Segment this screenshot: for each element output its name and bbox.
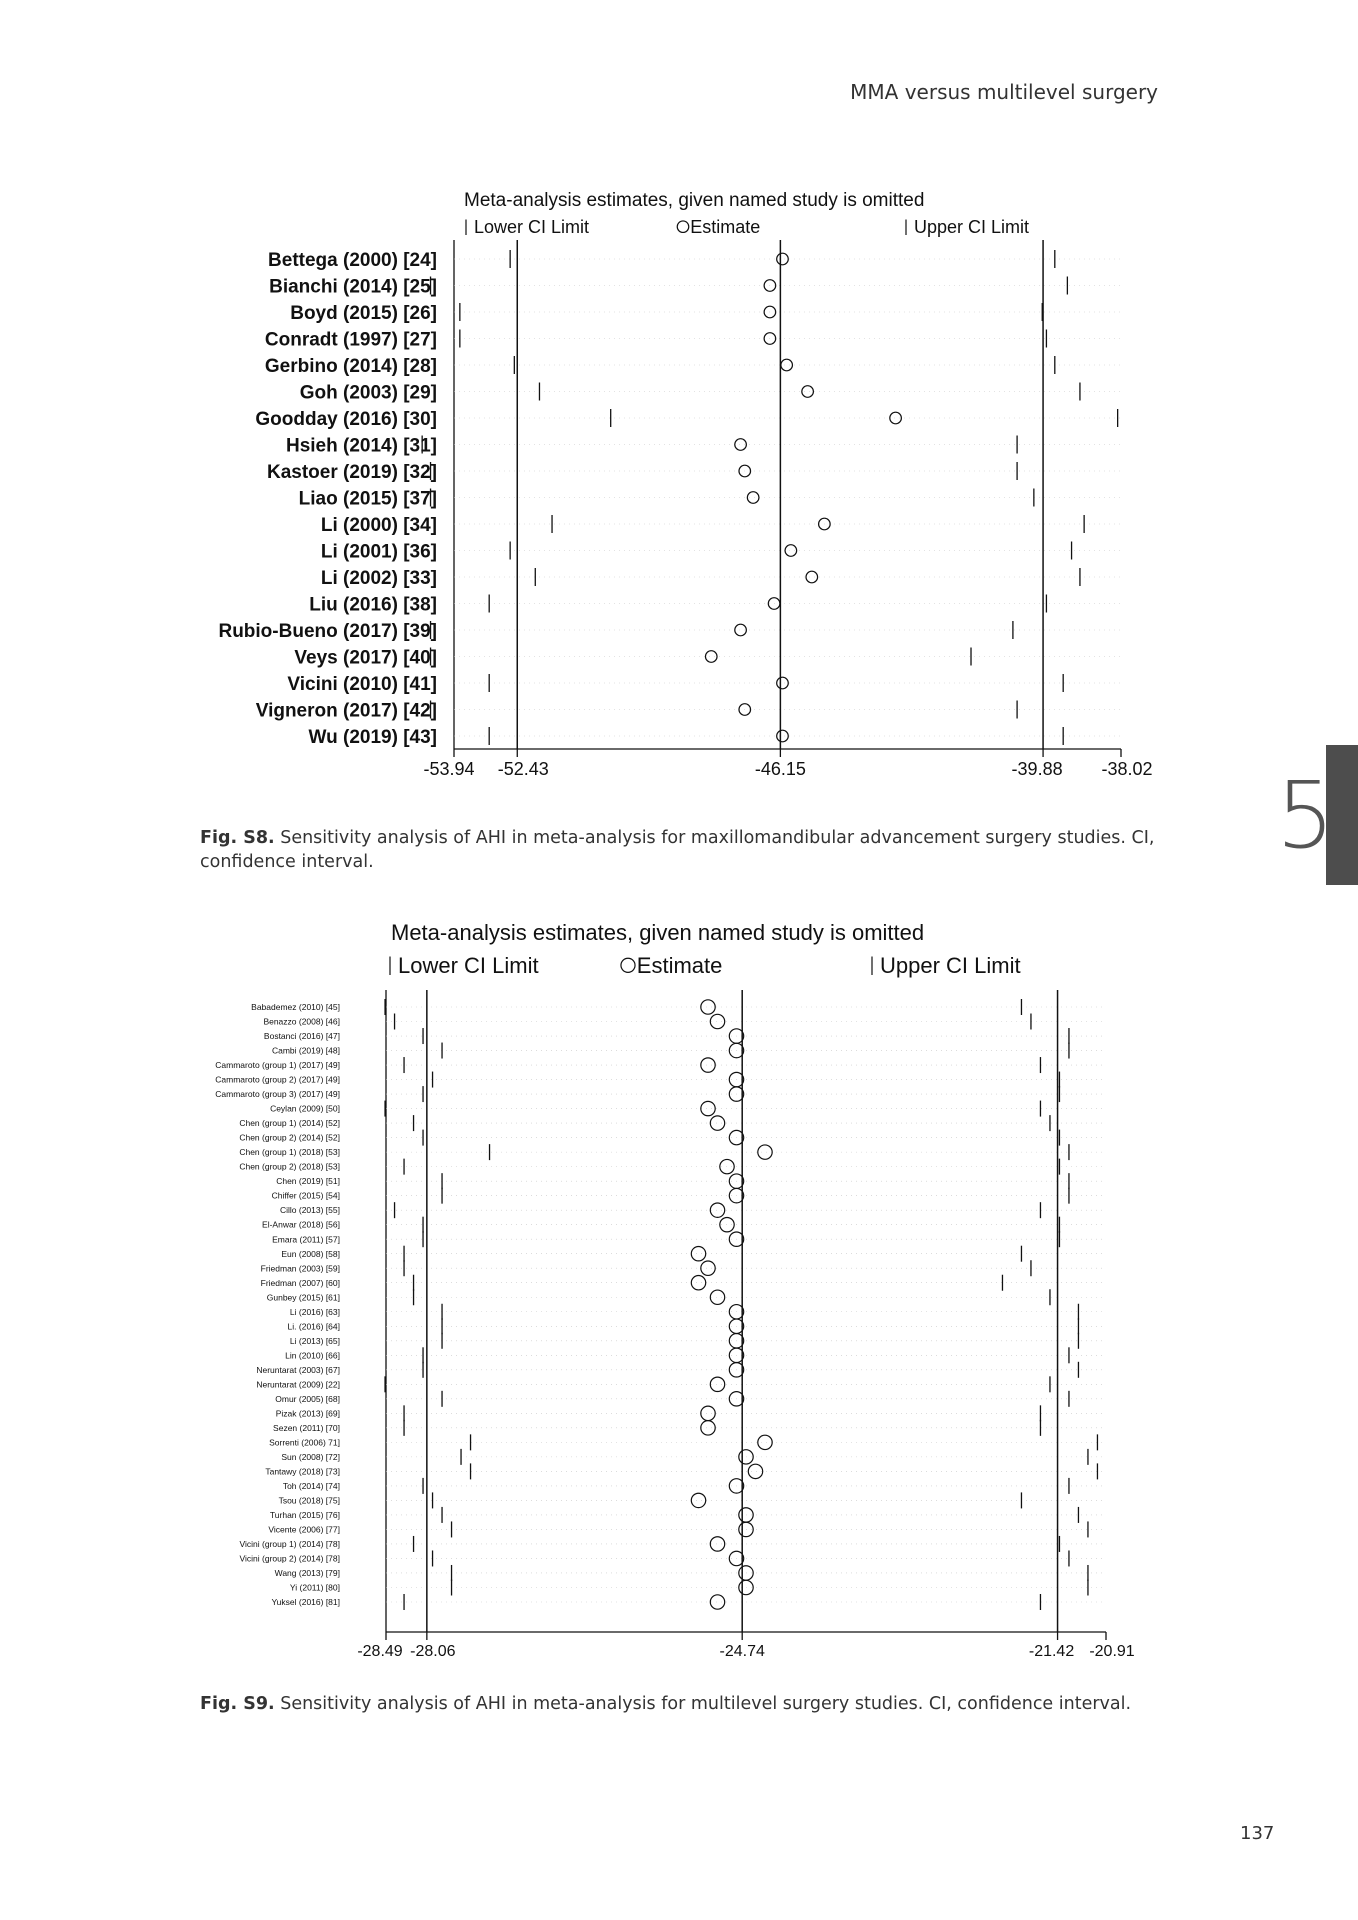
figure-label: Fig. S9. [200, 1694, 275, 1714]
study-label: Neruntarat (2003) [67] [256, 1364, 340, 1375]
estimate-point [710, 1203, 724, 1217]
x-tick-label: -53.94 [423, 759, 475, 779]
study-label: El-Anwar (2018) [56] [262, 1219, 340, 1230]
study-label: Ceylan (2009) [50] [270, 1103, 340, 1114]
study-label: Liao (2015) [37] [298, 488, 437, 510]
study-label: Cammaroto (group 3) (2017) [49] [215, 1089, 340, 1100]
study-label: Chen (group 1) (2014) [52] [239, 1118, 340, 1129]
legend-estimate-label: Estimate [690, 217, 761, 237]
study-label: Vicini (group 1) (2014) [78] [239, 1539, 340, 1550]
legend-lower-label: Lower CI Limit [398, 953, 539, 978]
estimate-point [701, 1421, 715, 1435]
study-label: Tsou (2018) [75] [278, 1495, 340, 1506]
estimate-point [710, 1290, 724, 1304]
chapter-number: 5 [1276, 762, 1335, 869]
estimate-point [710, 1014, 724, 1028]
study-label: Rubio-Bueno (2017) [39] [218, 620, 437, 642]
study-label: Vicente (2006) [77] [268, 1524, 340, 1535]
study-label: Conradt (1997) [27] [264, 329, 437, 351]
study-label: Li. (2016) [64] [287, 1321, 340, 1332]
x-tick-label: -28.06 [410, 1643, 456, 1660]
study-label: Bostanci (2016) [47] [263, 1031, 340, 1042]
study-label: Yi (2011) [80] [289, 1582, 340, 1593]
study-label: Sezen (2011) [70] [273, 1422, 340, 1433]
estimate-point [710, 1116, 724, 1130]
study-label: Benazzo (2008) [46] [263, 1016, 340, 1027]
estimate-point [710, 1537, 724, 1551]
study-label: Lin (2010) [66] [285, 1350, 340, 1361]
x-tick-label: -28.49 [357, 1643, 403, 1660]
study-label: Chen (group 2) (2018) [53] [239, 1161, 340, 1172]
estimate-point [691, 1247, 705, 1261]
study-label: Veys (2017) [40] [294, 647, 437, 669]
x-tick-label: -24.74 [719, 1643, 765, 1660]
study-label: Cammaroto (group 1) (2017) [49] [215, 1060, 340, 1071]
legend-lower-label: Lower CI Limit [474, 217, 590, 237]
study-label: Wang (2013) [79] [274, 1568, 340, 1579]
study-label: Kastoer (2019) [32] [266, 461, 437, 483]
estimate-point [758, 1145, 772, 1159]
study-label: Chen (group 1) (2018) [53] [239, 1147, 340, 1158]
study-label: Sun (2008) [72] [281, 1451, 340, 1462]
study-label: Friedman (2007) [60] [260, 1277, 340, 1288]
chart-title: Meta-analysis estimates, given named study is omitted [391, 920, 925, 945]
study-label: Toh (2014) [74] [282, 1480, 340, 1491]
estimate-point [758, 1435, 772, 1449]
study-label: Emara (2011) [57] [272, 1234, 340, 1245]
figure-caption-text: Sensitivity analysis of AHI in meta-analysis for multilevel surgery studies. CI, confidence interval. [274, 1694, 1132, 1714]
study-label: Bettega (2000) [24] [268, 249, 437, 271]
study-label: Li (2002) [33] [320, 567, 437, 589]
study-label: Vicini (group 2) (2014) [78] [239, 1553, 340, 1564]
study-label: Li (2000) [34] [320, 514, 437, 536]
study-label: Chiffer (2015) [54] [271, 1190, 340, 1201]
study-label: Pizak (2013) [69] [275, 1408, 340, 1419]
study-label: Chen (2019) [51] [276, 1176, 340, 1187]
estimate-point [691, 1493, 705, 1507]
legend-upper-label: Upper CI Limit [880, 953, 1021, 978]
figure-caption-text: Sensitivity analysis of AHI in meta-analysis for maxillomandibular advancement surgery studies. CI, confidence interval. [200, 828, 1155, 872]
study-label: Boyd (2015) [26] [290, 302, 437, 324]
study-label: Yuksel (2016) [81] [271, 1597, 340, 1608]
page-number: 137 [1240, 1823, 1275, 1844]
legend-estimate-label: Estimate [636, 953, 723, 978]
study-label: Friedman (2003) [59] [260, 1263, 340, 1274]
study-label: Neruntarat (2009) [22] [256, 1379, 340, 1390]
study-label: Cammaroto (group 2) (2017) [49] [215, 1074, 340, 1085]
figure-caption-s9 [200, 1692, 1160, 1716]
study-label: Babademez (2010) [45] [251, 1002, 340, 1013]
study-label: Vigneron (2017) [42] [255, 700, 437, 722]
study-label: Liu (2016) [38] [309, 594, 437, 616]
x-tick-label: -20.91 [1089, 1643, 1135, 1660]
estimate-point [691, 1276, 705, 1290]
study-label: Gunbey (2015) [61] [266, 1292, 340, 1303]
study-label: Cillo (2013) [55] [279, 1205, 340, 1216]
study-label: Omur (2005) [68] [275, 1393, 340, 1404]
x-tick-label: -21.42 [1028, 1643, 1075, 1660]
study-label: Turhan (2015) [76] [269, 1509, 340, 1520]
study-label: Li (2013) [65] [289, 1335, 340, 1346]
estimate-point [710, 1595, 724, 1609]
study-label: Bianchi (2014) [25] [269, 276, 437, 298]
estimate-point [701, 1101, 715, 1115]
legend-upper-label: Upper CI Limit [914, 217, 1030, 237]
study-label: Hsieh (2014) [31] [285, 435, 437, 457]
running-header: MMA versus multilevel surgery [850, 80, 1158, 104]
study-label: Tantawy (2018) [73] [265, 1466, 340, 1477]
estimate-point [701, 1406, 715, 1420]
figure-label: Fig. S8. [200, 828, 275, 848]
estimate-point [748, 1464, 762, 1478]
estimate-point [701, 1000, 715, 1014]
study-label: Gerbino (2014) [28] [264, 355, 437, 377]
study-label: Wu (2019) [43] [308, 726, 437, 748]
x-tick-label: -46.15 [754, 759, 806, 779]
study-label: Vicini (2010) [41] [287, 673, 437, 695]
study-label: Cambi (2019) [48] [271, 1045, 340, 1056]
estimate-point [710, 1377, 724, 1391]
study-label: Chen (group 2) (2014) [52] [239, 1132, 340, 1143]
study-label: Goh (2003) [29] [299, 382, 437, 404]
x-tick-label: -38.02 [1101, 759, 1153, 779]
legend-estimate-marker [621, 958, 635, 972]
study-label: Sorrenti (2006) 71] [269, 1437, 340, 1448]
x-tick-label: -52.43 [497, 759, 549, 779]
study-label: Goodday (2016) [30] [255, 408, 437, 430]
estimate-point [701, 1261, 715, 1275]
study-label: Li (2016) [63] [289, 1306, 340, 1317]
study-label: Eun (2008) [58] [281, 1248, 340, 1259]
estimate-point [701, 1058, 715, 1072]
x-tick-label: -39.88 [1011, 759, 1063, 779]
chart-title: Meta-analysis estimates, given named study is omitted [464, 190, 925, 211]
study-label: Li (2001) [36] [320, 541, 437, 563]
